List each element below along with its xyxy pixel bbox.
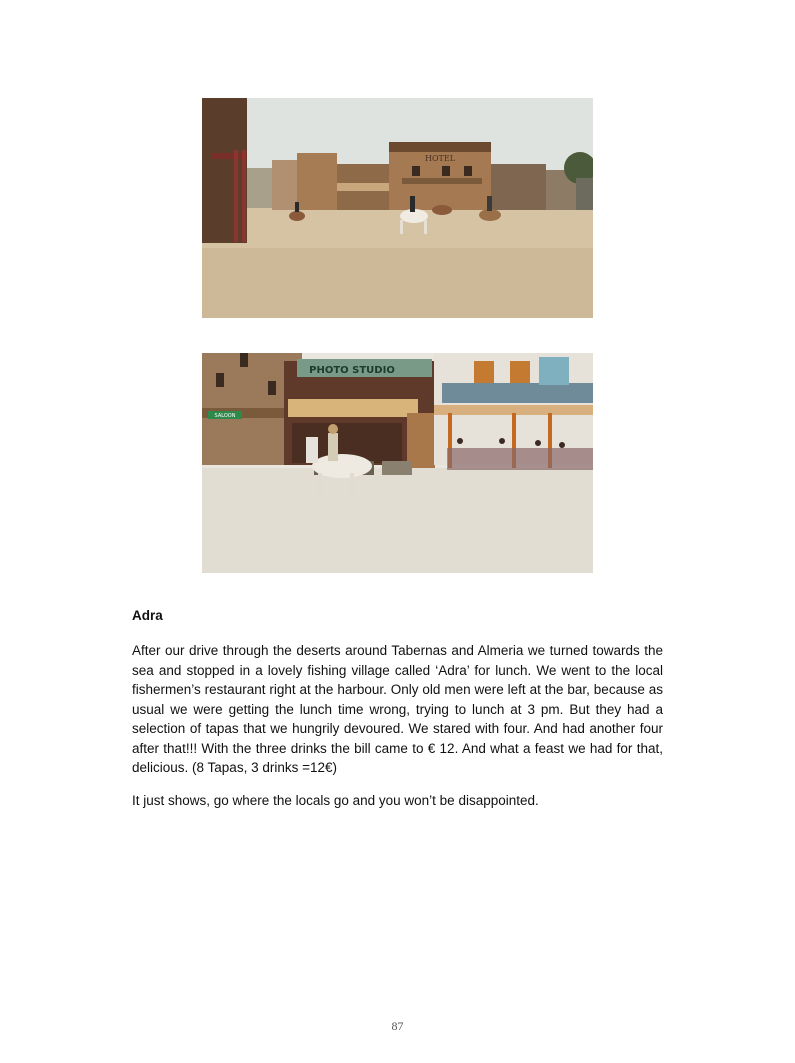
saloon-sign: SALOON [214,413,236,419]
western-town-photo [202,98,593,318]
photo-studio-sign: PHOTO STUDIO [309,365,395,376]
body-paragraph: It just shows, go where the locals go and you won’t be disappointed. [132,793,539,808]
section-heading: Adra [132,608,163,623]
hotel-sign: HOTEL [424,154,456,163]
page-number: 87 [391,1019,404,1033]
photo-studio-street-photo [202,353,593,573]
body-paragraph: After our drive through the deserts around Tabernas and Almeria we turned towards the sea and stopped in a lovely fishing village called ‘Adra’ for lunch. We went to the local fishermen’s restaurant right at the harbour. Only old men were left at the bar, because as usual we were getting the lunch time wrong, trying to lunch at 3 pm. But they had a selection of tapas that we hungrily devoured. We stared with four. And had another four after that!!! With the three drinks the bill came to € 12. And what a feast we had for that, delicious. (8 Tapas, 3 drinks =12€) [132,643,663,775]
